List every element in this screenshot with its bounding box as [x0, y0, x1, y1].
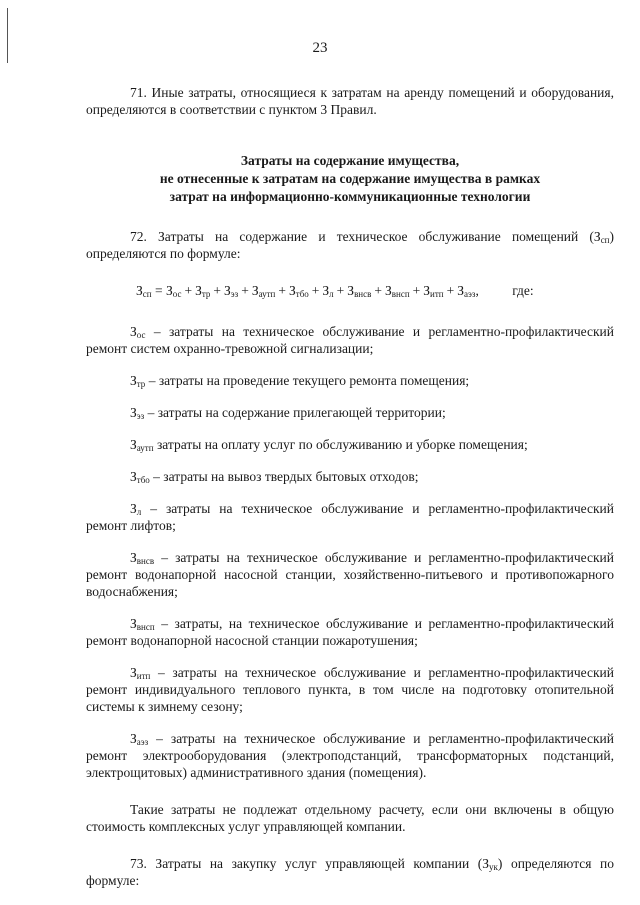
- definition-item: [86, 468, 614, 485]
- definition-item: [86, 436, 614, 453]
- definition-text: – затраты на техническое обслуживание и регламентно-профилактический ремонт лифтов;: [86, 501, 614, 533]
- paragraph-72: [86, 228, 614, 262]
- paragraph-72-text: 72. Затраты на содержание и техническое обслуживание помещений (: [130, 229, 594, 244]
- definition-text: – затраты на вывоз твердых бытовых отходов;: [149, 469, 419, 484]
- formula-lhs: З: [136, 283, 143, 298]
- definition-item: [86, 372, 614, 389]
- paragraph-73-text: 73. Затраты на закупку услуг управляющей компании (: [130, 856, 483, 871]
- definition-var: З: [130, 324, 137, 339]
- formula-term-var: З: [385, 283, 392, 298]
- definition-var: З: [130, 501, 137, 516]
- formula-term-var: З: [347, 283, 355, 298]
- formula-term-sub: внсп: [391, 289, 410, 299]
- formula-term-var: З: [289, 283, 296, 298]
- definition-item: [86, 500, 614, 534]
- definition-var: З: [130, 665, 137, 680]
- formula-plus: +: [213, 283, 221, 298]
- formula-plus: +: [446, 283, 455, 298]
- formula-term-var: З: [423, 283, 431, 298]
- definition-sub: аутп: [136, 443, 154, 453]
- paragraph-73-tail: ) определяются по формуле:: [86, 856, 614, 888]
- definition-text: затраты на оплату услуг по обслуживанию и уборке помещения;: [153, 437, 528, 452]
- definition-item: [86, 730, 614, 781]
- definition-sub: ос: [136, 330, 146, 340]
- formula-term-sub: л: [329, 289, 334, 299]
- formula-term-var: З: [251, 283, 259, 298]
- formula-plus: +: [374, 283, 382, 298]
- definitions-list: [86, 323, 614, 781]
- formula-terms: [166, 283, 475, 298]
- formula-plus: +: [311, 283, 320, 298]
- definition-item: [86, 615, 614, 649]
- definition-item: [86, 549, 614, 600]
- definition-text: – затраты на проведение текущего ремонта помещения;: [145, 373, 470, 388]
- definition-text: – затраты на техническое обслуживание и регламентно-профилактический ремонт индивидуального теплового пункта, в том числе на подготовку отопительной системы к зимнему сезону;: [86, 665, 614, 714]
- formula-term-sub: тбо: [295, 289, 309, 299]
- formula: $З_{сп} = З_{ос} + З_{тр} + З_{эз} + З_{аутп} + З_{тбо} + З_л + З_{внсв} + З_{внсп} + З_{итп} + З_{аэз}$, где:: [136, 283, 534, 299]
- definition-item: [86, 404, 614, 421]
- formula-term-var: З: [165, 283, 173, 298]
- document-body: [86, 84, 614, 889]
- formula-plus: +: [336, 283, 345, 298]
- formula-term-sub: итп: [430, 289, 444, 299]
- section-heading-line-3: затрат на информационно-коммуникационные технологии: [169, 189, 531, 204]
- paragraph-72-tail: ) определяются по формуле:: [86, 229, 614, 261]
- definition-text: – затраты, на техническое обслуживание и регламентно-профилактический ремонт водонапорной насосной станции пожаротушения;: [86, 616, 614, 648]
- formula-plus: +: [412, 283, 421, 298]
- formula-eq: =: [154, 283, 163, 298]
- definition-var: З: [130, 373, 137, 388]
- formula-term-sub: эз: [230, 289, 239, 299]
- definition-var: З: [130, 405, 137, 420]
- paragraph-72-sub: сп: [600, 235, 610, 245]
- formula-plus: +: [184, 283, 193, 298]
- definition-sub: эз: [136, 411, 145, 421]
- definition-sub: л: [136, 507, 142, 517]
- section-heading-line-1: Затраты на содержание имущества,: [240, 153, 460, 168]
- note-paragraph: Такие затраты не подлежат отдельному расчету, если они включены в общую стоимость комплексных услуг управляющей компании.: [86, 802, 614, 834]
- formula-term-sub: ос: [172, 289, 182, 299]
- definition-text: – затраты на содержание прилегающей территории;: [144, 405, 446, 420]
- formula-term-sub: внсв: [354, 289, 372, 299]
- paragraph-71: 71. Иные затраты, относящиеся к затратам на аренду помещений и оборудования, определяются в соответствии с пунктом 3 Правил.: [86, 85, 614, 117]
- definition-var: З: [130, 469, 137, 484]
- definition-sub: тбо: [136, 475, 150, 485]
- formula-where: где:: [512, 283, 534, 298]
- definition-sub: аэз: [136, 737, 149, 747]
- definition-var: З: [130, 616, 137, 631]
- definition-sub: итп: [136, 671, 151, 681]
- paragraph-73-sub: ук: [489, 862, 498, 872]
- paragraph-73-var: З: [482, 856, 490, 871]
- section-heading-line-2: не отнесенные к затратам на содержание имущества в рамках: [159, 171, 541, 186]
- page-number: 23: [312, 40, 328, 56]
- definition-sub: внсв: [136, 556, 155, 566]
- formula-term-sub: тр: [201, 289, 211, 299]
- formula-term-var: З: [457, 283, 465, 298]
- formula-term-var: З: [195, 283, 202, 298]
- definition-var: З: [130, 437, 137, 452]
- definition-var: З: [130, 731, 137, 746]
- definition-text: – затраты на техническое обслуживание и регламентно-профилактический ремонт водонапорной насосной станции, хозяйственно-питьевого и противопожарного водоснабжения;: [86, 550, 614, 599]
- formula-lhs-sub: сп: [142, 289, 152, 299]
- definition-item: [86, 664, 614, 715]
- formula-plus: +: [278, 283, 286, 298]
- formula-plus: +: [241, 283, 249, 298]
- definition-text: – затраты на техническое обслуживание и регламентно-профилактический ремонт систем охранно-тревожной сигнализации;: [86, 324, 614, 356]
- paragraph-73: [86, 855, 614, 889]
- paragraph-72-var: З: [593, 229, 601, 244]
- formula-term-sub: аэз: [464, 289, 476, 299]
- definition-text: – затраты на техническое обслуживание и регламентно-профилактический ремонт электрооборудования (электроподстанций, трансформаторных подстанций, электрощитовых) административного здания (помещения).: [86, 731, 614, 780]
- definition-item: [86, 323, 614, 357]
- definition-sub: тр: [136, 379, 146, 389]
- definition-var: З: [130, 550, 137, 565]
- definition-sub: внсп: [136, 622, 155, 632]
- formula-term-sub: аутп: [258, 289, 276, 299]
- formula-term-var: З: [322, 283, 330, 298]
- formula-term-var: З: [224, 283, 231, 298]
